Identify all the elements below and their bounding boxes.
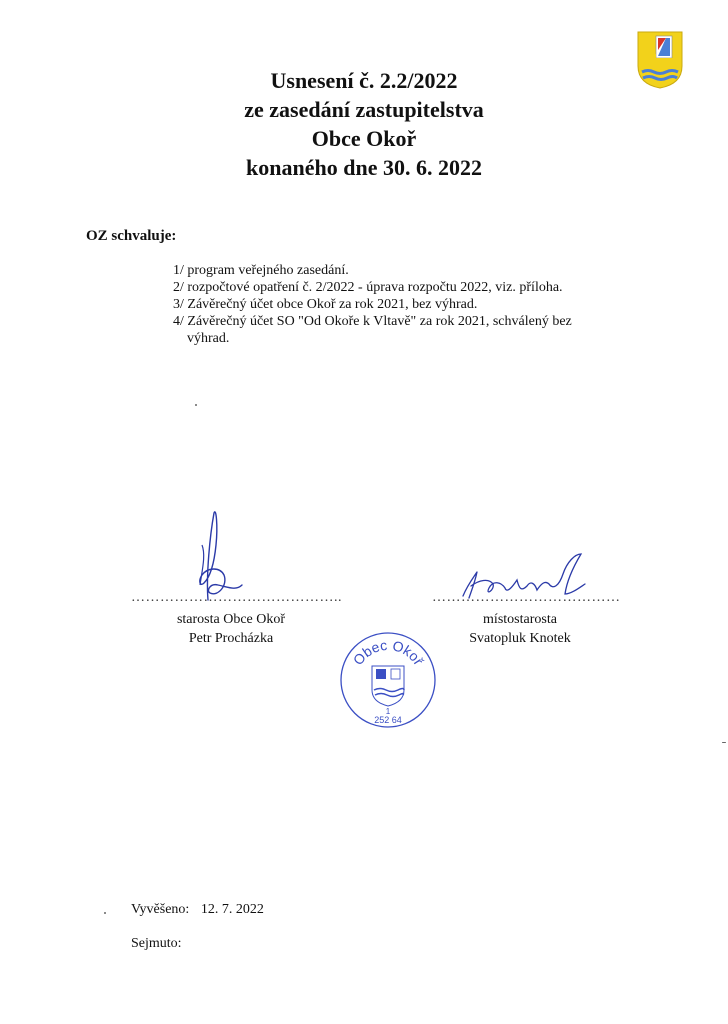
posted-label: Vyvěšeno:: [131, 902, 190, 917]
signature-right-role: místostarosta: [483, 612, 557, 627]
resolution-item-3: 3/ Závěrečný účet obce Okoř za rok 2021, bez výhrad.: [173, 297, 478, 312]
scan-speck: [722, 742, 726, 743]
signature-left-name: Petr Procházka: [188, 631, 274, 646]
title-line-1: Usnesení č. 2.2/2022: [270, 68, 458, 93]
signature-right-name: Svatopluk Knotek: [469, 631, 571, 646]
resolution-item-4: [173, 313, 603, 347]
resolution-item-4-continuation: výhrad.: [187, 331, 230, 346]
resolution-item-1: 1/ program veřejného zasedání.: [173, 263, 349, 278]
scan-speck: [195, 404, 197, 406]
stamp-top-text: Obec Okoř: [349, 636, 427, 668]
resolution-items: [173, 262, 603, 347]
title-line-4: konaného dne 30. 6. 2022: [246, 155, 482, 180]
resolution-item-2: 2/ rozpočtové opatření č. 2/2022 - úprava rozpočtu 2022, viz. příloha.: [173, 280, 563, 295]
stamp-number: 1: [385, 707, 391, 716]
signature-left-role: starosta Obce Okoř: [176, 612, 286, 627]
stamp-postcode: 252 64: [374, 715, 402, 725]
posted-row: [131, 902, 272, 918]
signature-left-line: ……………………………………..: [131, 590, 342, 605]
municipal-stamp-icon: [338, 630, 438, 730]
scan-speck: [104, 912, 106, 914]
approves-heading: OZ schvaluje:: [86, 228, 177, 244]
taken-label: Sejmuto:: [131, 936, 182, 951]
resolution-title: [0, 66, 728, 182]
posted-date: 12. 7. 2022: [200, 902, 264, 917]
resolution-item-4-text: 4/ Závěrečný účet SO "Od Okoře k Vltavě" za rok 2021, schválený bez: [173, 314, 572, 329]
title-line-2: ze zasedání zastupitelstva: [244, 97, 484, 122]
signature-right-line: …………………………………: [432, 590, 621, 605]
title-line-3: Obce Okoř: [311, 126, 417, 151]
